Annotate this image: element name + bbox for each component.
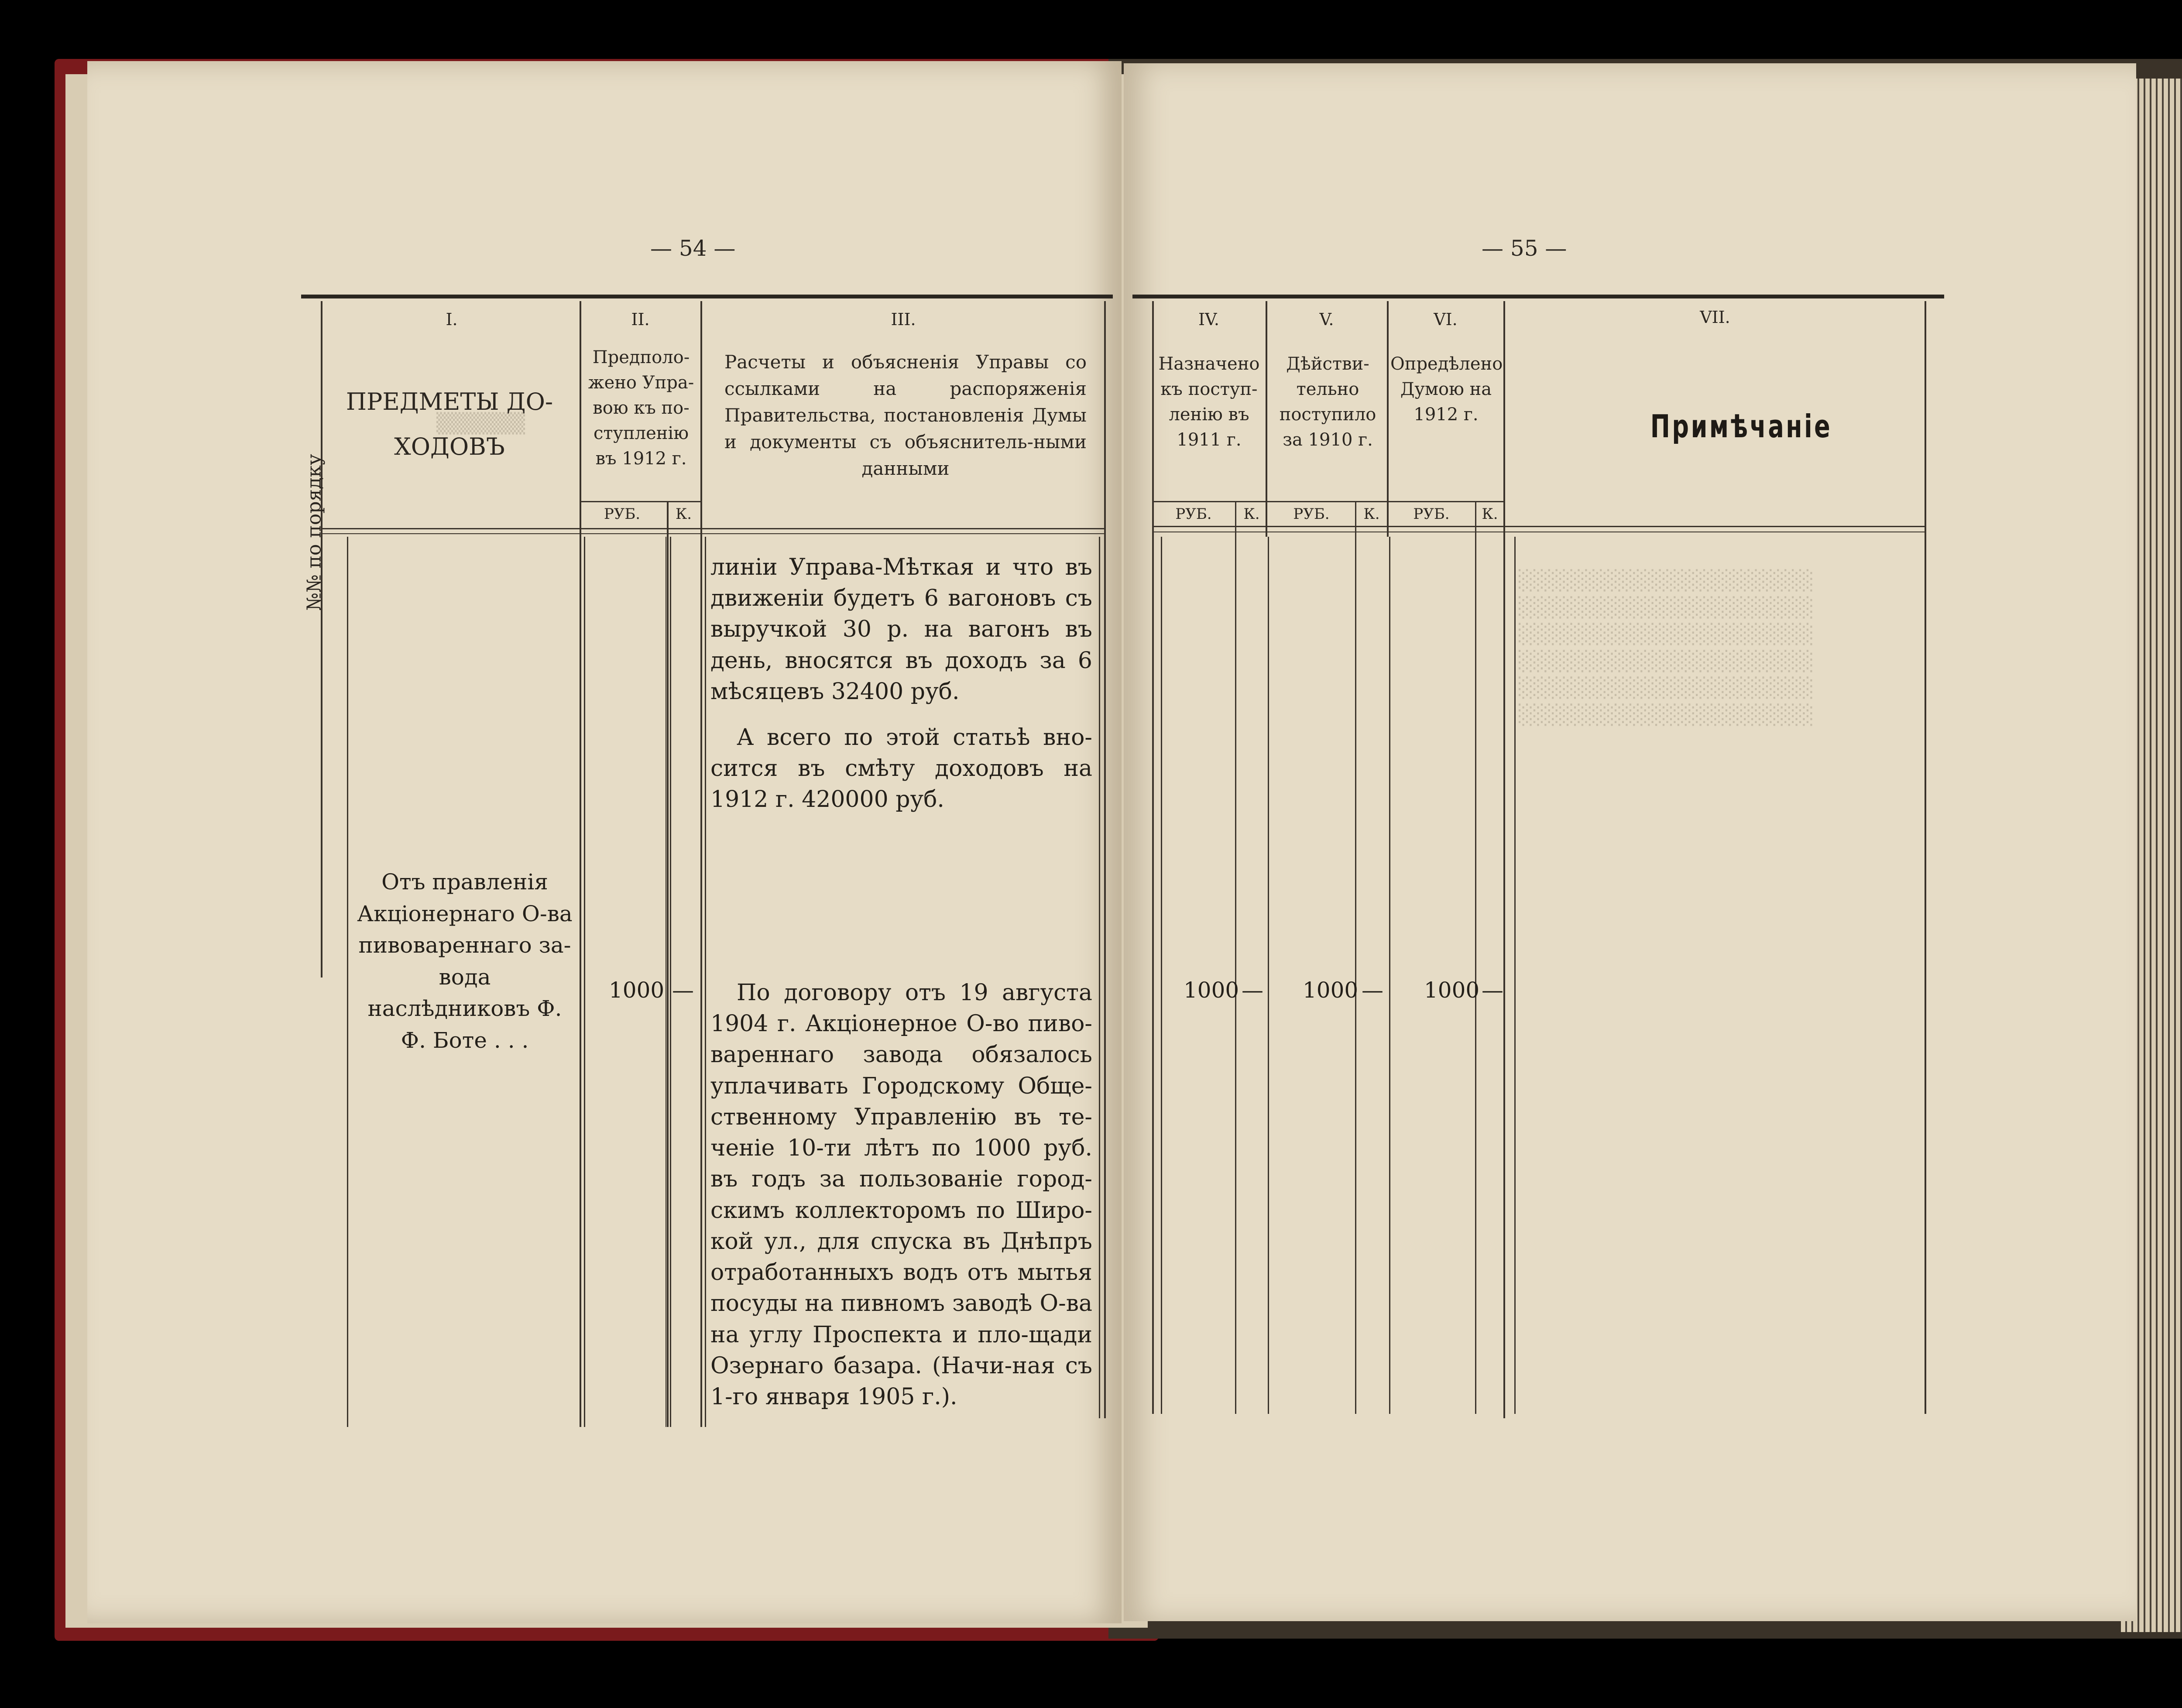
col5-title: Дѣйстви-тельно поступило за 1910 г.	[1279, 354, 1376, 450]
col-divider	[1514, 537, 1516, 1414]
unit-rule	[580, 501, 700, 502]
col-divider	[1475, 502, 1476, 1414]
col6-number: VI.	[1434, 310, 1458, 329]
bleed-through-right: ░░░░░░░░░░░░░░░░░░░░ ░░░░░░░░░░░░░░░░░░░░ ░░░░░░░░░░░░░░░░░░░░ ░░░░░░░░░░░░░░░░░░░░ ░░░░░░░░░░░░░░░░░░░░ ░░░░░░░░░░░░░░░░░░░░	[1519, 569, 1814, 726]
explanation-continued: линіи Управа-Мѣткая и что въ движеніи будетъ 6 вагоновъ съ выручкой 30 р. на вагонъ въ день, вносятся въ доходъ за 6 мѣсяцевъ 32400 руб.	[710, 554, 1092, 705]
column-order-number: №№ по порядку	[303, 454, 326, 611]
header-bottom-rule-left-2	[321, 533, 1104, 534]
page-number-right: — 55 —	[1482, 236, 1567, 261]
col-divider	[1161, 537, 1162, 1414]
col-divider	[1268, 537, 1269, 1414]
revenue-item-value: 1000	[609, 977, 665, 1003]
kop-1912: —	[1482, 977, 1503, 1003]
col3-number: III.	[891, 310, 916, 329]
col4-title: Назначено къ поступ-ленію въ 1911 г.	[1158, 354, 1260, 450]
col2-title: Предполо-жено Упра-вою къ по-ступленію въ 1912 г.	[588, 347, 694, 469]
col-divider	[670, 537, 671, 1427]
unit-kop-1912: К.	[1482, 505, 1498, 523]
header-top-rule-left	[301, 295, 1113, 298]
value-1912: 1000	[1424, 977, 1480, 1003]
col7-title-note: Примѣчаніе	[1650, 408, 1832, 445]
col-divider	[1389, 537, 1390, 1414]
col1-title: ПРЕДМЕТЫ ДО-ХОДОВЪ	[346, 388, 553, 460]
revenue-item-kop: —	[672, 977, 694, 1003]
header-bottom-rule-right	[1152, 526, 1925, 527]
col-divider	[1503, 301, 1505, 1418]
unit-kop: К.	[675, 505, 692, 523]
col7-number: VII.	[1700, 308, 1730, 327]
col-divider	[321, 301, 322, 977]
page-number-left: — 54 —	[650, 236, 736, 261]
col-divider	[700, 301, 702, 1427]
col-divider	[1104, 301, 1106, 1418]
unit-rule	[1152, 501, 1503, 502]
unit-rub-1911: РУБ.	[1175, 505, 1212, 523]
revenue-item-name: Отъ правленія Акціонернаго О-ва пивовареннаго за-вода наслѣдниковъ Ф. Ф. Боте . . .	[357, 869, 573, 1053]
col3-title: Расчеты и объясненія Управы со ссылками на распоряженія Правительства, постановленія Думы и документы съ объяснитель-ными данными	[724, 351, 1087, 479]
col5-number: V.	[1319, 310, 1334, 329]
unit-kop-1911: К.	[1243, 505, 1260, 523]
col-divider	[1099, 537, 1100, 1418]
col-divider	[1355, 502, 1356, 1414]
header-bottom-rule-left	[321, 528, 1104, 529]
kop-1911: —	[1242, 977, 1263, 1003]
explanation-total: А всего по этой статьѣ вно-сится въ смѣту доходовъ на 1912 г. 420000 руб.	[710, 724, 1092, 813]
value-1911: 1000	[1184, 977, 1239, 1003]
value-1910: 1000	[1303, 977, 1359, 1003]
col-divider	[1152, 301, 1154, 1414]
col-divider	[705, 537, 706, 1427]
col-divider	[584, 537, 585, 1427]
unit-rub: РУБ.	[604, 505, 641, 523]
col6-title: Опредѣлено Думою на 1912 г.	[1390, 354, 1503, 425]
col-divider	[1235, 502, 1236, 1414]
col-divider	[580, 301, 581, 1427]
revenue-item-explanation: По договору отъ 19 августа 1904 г. Акціонерное О-во пиво-вареннаго завода обязалось уплачивать Городскому Обще-ственному Управленію въ те-ченіе 10-ти лѣтъ по 1000 руб. въ годъ за пользованіе город-скимъ коллекторомъ по Широ-кой ул., для спуска въ Днѣпръ отработанныхъ водъ отъ мытья посуды на пивномъ заводѣ О-ва на углу Проспекта и пло-щади Озернаго базара. (Начи-ная съ 1-го января 1905 г.).	[710, 980, 1092, 1410]
bleed-through: ▒▒▒▒▒▒	[436, 412, 525, 435]
col1-number: I.	[446, 310, 458, 329]
kop-1910: —	[1362, 977, 1383, 1003]
unit-rub-1910: РУБ.	[1293, 505, 1330, 523]
col-divider	[667, 502, 669, 1427]
col2-number: II.	[631, 310, 650, 329]
header-top-rule-right	[1132, 295, 1944, 298]
col-divider	[347, 537, 348, 1427]
unit-kop-1910: К.	[1363, 505, 1380, 523]
col-divider	[1925, 301, 1926, 1414]
unit-rub-1912: РУБ.	[1413, 505, 1450, 523]
col4-number: IV.	[1198, 310, 1219, 329]
